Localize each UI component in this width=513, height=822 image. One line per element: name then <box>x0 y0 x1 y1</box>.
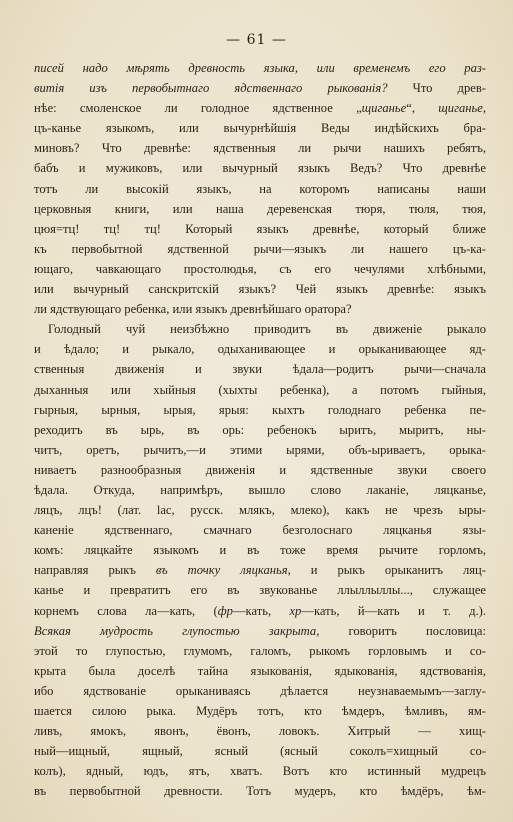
text-line <box>34 741 486 761</box>
italic-text: щиганье <box>361 101 407 116</box>
italic-text: витія изъ первобытнаго ядственнаго рыкованія? <box>34 81 388 96</box>
text-line <box>34 540 486 560</box>
text-line <box>34 118 486 138</box>
text-line <box>34 339 486 359</box>
text-run: дыханныя или хыйныя (хыхты ребенка), а потомъ гыйныя, <box>34 382 486 397</box>
text-run: цъ-канье языкомъ, или вычурнѣйшія Веды индѣйскихъ бра- <box>34 121 486 136</box>
text-run: читъ, оретъ, рычитъ,—и этими ырями, объ-ыриваетъ, орыка- <box>34 442 486 457</box>
text-line <box>34 400 486 420</box>
text-run: корнемъ слова ла—кать, ( <box>34 603 218 618</box>
text-run: говоритъ пословица: <box>319 623 486 638</box>
text-run: канье и превратитъ его въ звукованье ллыллыллы..., служащее <box>34 583 486 598</box>
text-line <box>34 440 486 460</box>
text-line <box>34 359 486 379</box>
text-line <box>34 78 486 98</box>
text-run: или вычурный санскритскій языкъ? Чей языкъ древнѣе: языкъ <box>34 282 486 297</box>
text-run: направляя рыкъ <box>34 563 156 578</box>
text-line <box>34 138 486 158</box>
text-line <box>34 721 486 741</box>
text-line <box>34 480 486 500</box>
text-run: цюя=тц! тц! тц! Который языкъ древнѣе, который ближе <box>34 221 486 236</box>
text-run: комъ: ляцкайте языкомъ и въ тоже время рычите горломъ, <box>34 543 486 558</box>
text-run: ливъ, ямокъ, явонъ, ёвонъ, ловокъ. Хитрый — хищ- <box>34 724 486 739</box>
italic-text: писей надо мѣрять древность языка, или временемъ его раз- <box>34 61 486 75</box>
text-line <box>34 420 486 440</box>
text-run: колъ), ядный, юдъ, ятъ, хватъ. Вотъ кто истинный мудрецъ <box>34 764 486 779</box>
text-run: —кать, <box>232 603 290 618</box>
text-line <box>34 98 486 118</box>
text-run: “, <box>406 101 439 116</box>
text-line <box>34 701 486 721</box>
italic-text: фр <box>217 603 233 618</box>
text-run: ибо ядствованіе орыканиваясь дѣлается неузнаваемымъ—заглу- <box>34 683 486 698</box>
text-run: тотъ ли высокій языкъ, на которомъ написаны наши <box>34 181 486 196</box>
text-line <box>34 219 486 239</box>
text-run: шается силою рыка. Мудёръ тотъ, кто ѣмдеръ, ѣмливъ, ям- <box>34 704 486 718</box>
text-line <box>34 279 486 299</box>
text-line <box>34 681 486 701</box>
text-line <box>34 621 486 641</box>
text-run: ли ядствующаго ребенка, или языкъ древнѣйшаго оратора? <box>34 302 352 317</box>
text-run: ный—ищный, ящный, ясный (ясный соколъ=хищный со- <box>34 744 486 759</box>
text-run: ѣдала. Откуда, напримѣръ, вышло слово лаканіе, ляцканье, <box>34 482 486 497</box>
text-run: миновъ? Что древнѣе: ядственныя ли рычи нашихъ ребятъ, <box>34 141 486 156</box>
italic-text: Всякая мудрость глупостью закрыта, <box>34 623 320 638</box>
text-run: этой то глупостью, глумомъ, галомъ, рыкомъ горловымъ и со- <box>34 643 486 658</box>
text-line <box>34 199 486 219</box>
text-run: ющаго, чавкающаго простолюдья, съ его чечулями хлѣбными, <box>34 261 486 276</box>
text-line <box>34 761 486 781</box>
text-line <box>34 641 486 661</box>
text-run: гырныя, ырныя, ырыя, ярыя: кыхтъ голоднаго ребенка пе- <box>34 402 486 417</box>
text-line <box>34 781 486 801</box>
text-run: церковныя книги, или наша деревенская тюря, тюля, тюя, <box>34 201 486 216</box>
text-run: каненіе ядственнаго, смачнаго безголоснаго ляцканья язы- <box>34 523 486 538</box>
text-run: Голодный чуй неизбѣжно приводитъ въ движеніе рыкало <box>48 322 486 337</box>
italic-text: въ точку ляцканья <box>155 563 288 578</box>
text-line <box>34 500 486 520</box>
text-run: къ первобытной ядственной рычи—языкъ ли нашего цъ-ка- <box>34 241 486 256</box>
text-line <box>34 158 486 178</box>
text-line <box>34 380 486 400</box>
text-line <box>34 319 486 339</box>
text-line <box>34 460 486 480</box>
text-run: и ѣдало; и рыкало, одыханивающее и орыканивающее яд- <box>34 342 486 357</box>
text-line <box>34 520 486 540</box>
text-run: , и рыкъ орыканитъ ляц- <box>287 563 486 578</box>
page-number: — 61 — <box>226 32 287 48</box>
text-run: въ первобытной древности. Тотъ мудеръ, кто ѣмдёръ, ѣм- <box>34 784 486 799</box>
text-run: ственныя движенія и звуки ѣдала—родитъ рычи—сначала <box>34 362 486 377</box>
text-run: —кать, й—кать и т. д.). <box>301 603 486 618</box>
text-run: нѣе: смоленское ли голодное ядственное „ <box>34 101 362 116</box>
text-run: крыта была доселѣ тайна языкованія, ядыкованія, ядствованія, <box>34 663 486 678</box>
italic-text: хр <box>289 603 302 618</box>
text-line <box>34 259 486 279</box>
text-line <box>34 601 486 621</box>
text-line <box>34 580 486 600</box>
text-line <box>34 661 486 681</box>
text-line <box>34 239 486 259</box>
italic-text: щиганье, <box>438 101 486 116</box>
text-run: бабъ и мужиковъ, или вычурный языкъ Ведъ? Что древнѣе <box>34 161 486 176</box>
text-line <box>34 179 486 199</box>
text-run: Что древ- <box>387 81 486 96</box>
text-run: реходитъ въ ырь, въ орь: ребенокъ ыритъ, мыритъ, ны- <box>34 422 486 437</box>
text-line <box>34 58 486 78</box>
text-line <box>34 299 486 319</box>
text-run: ниваетъ разнообразныя движенія и ядственные звуки своего <box>34 462 486 477</box>
text-line <box>34 560 486 580</box>
text-run: ляцъ, лцъ! (лат. lac, русск. млякъ, млеко), какъ не чрезъ ыры- <box>34 503 486 518</box>
page-text <box>34 58 486 801</box>
